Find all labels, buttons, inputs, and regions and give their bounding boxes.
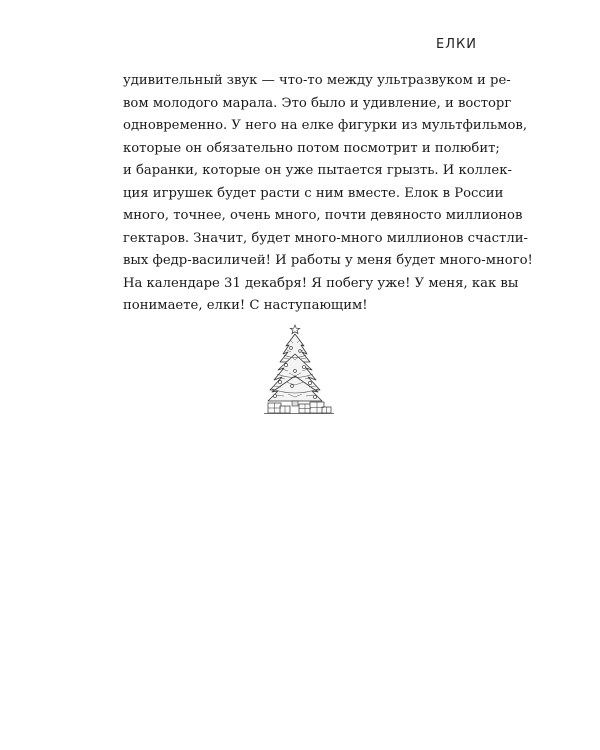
text-line: удивительный звук — что-то между ультразвуком и ре- <box>123 73 511 88</box>
body-text <box>123 70 533 318</box>
text-line: и баранки, которые он уже пытается грызть. И коллек- <box>123 163 512 178</box>
text-line: На календаре 31 декабря! Я побегу уже! У меня, как вы <box>123 275 519 291</box>
text-line: понимаете, елки! С наступающим! <box>123 298 368 313</box>
text-line: вом молодого марала. Это было и удивление, и восторг <box>123 95 512 111</box>
text-line: вых федр-василичей! И работы у меня будет много-много! <box>123 253 533 268</box>
christmas-tree-icon <box>262 324 338 416</box>
text-line: ция игрушек будет расти с ним вместе. Елок в России <box>123 185 504 201</box>
text-line: гектаров. Значит, будет много-много миллионов счастли- <box>123 230 528 246</box>
running-head: ЕЛКИ <box>436 37 477 52</box>
text-line: которые он обязательно потом посмотрит и полюбит; <box>123 140 500 156</box>
text-line: одновременно. У него на елке фигурки из мультфильмов, <box>123 118 528 133</box>
text-line: много, точнее, очень много, почти девяносто миллионов <box>123 208 523 223</box>
